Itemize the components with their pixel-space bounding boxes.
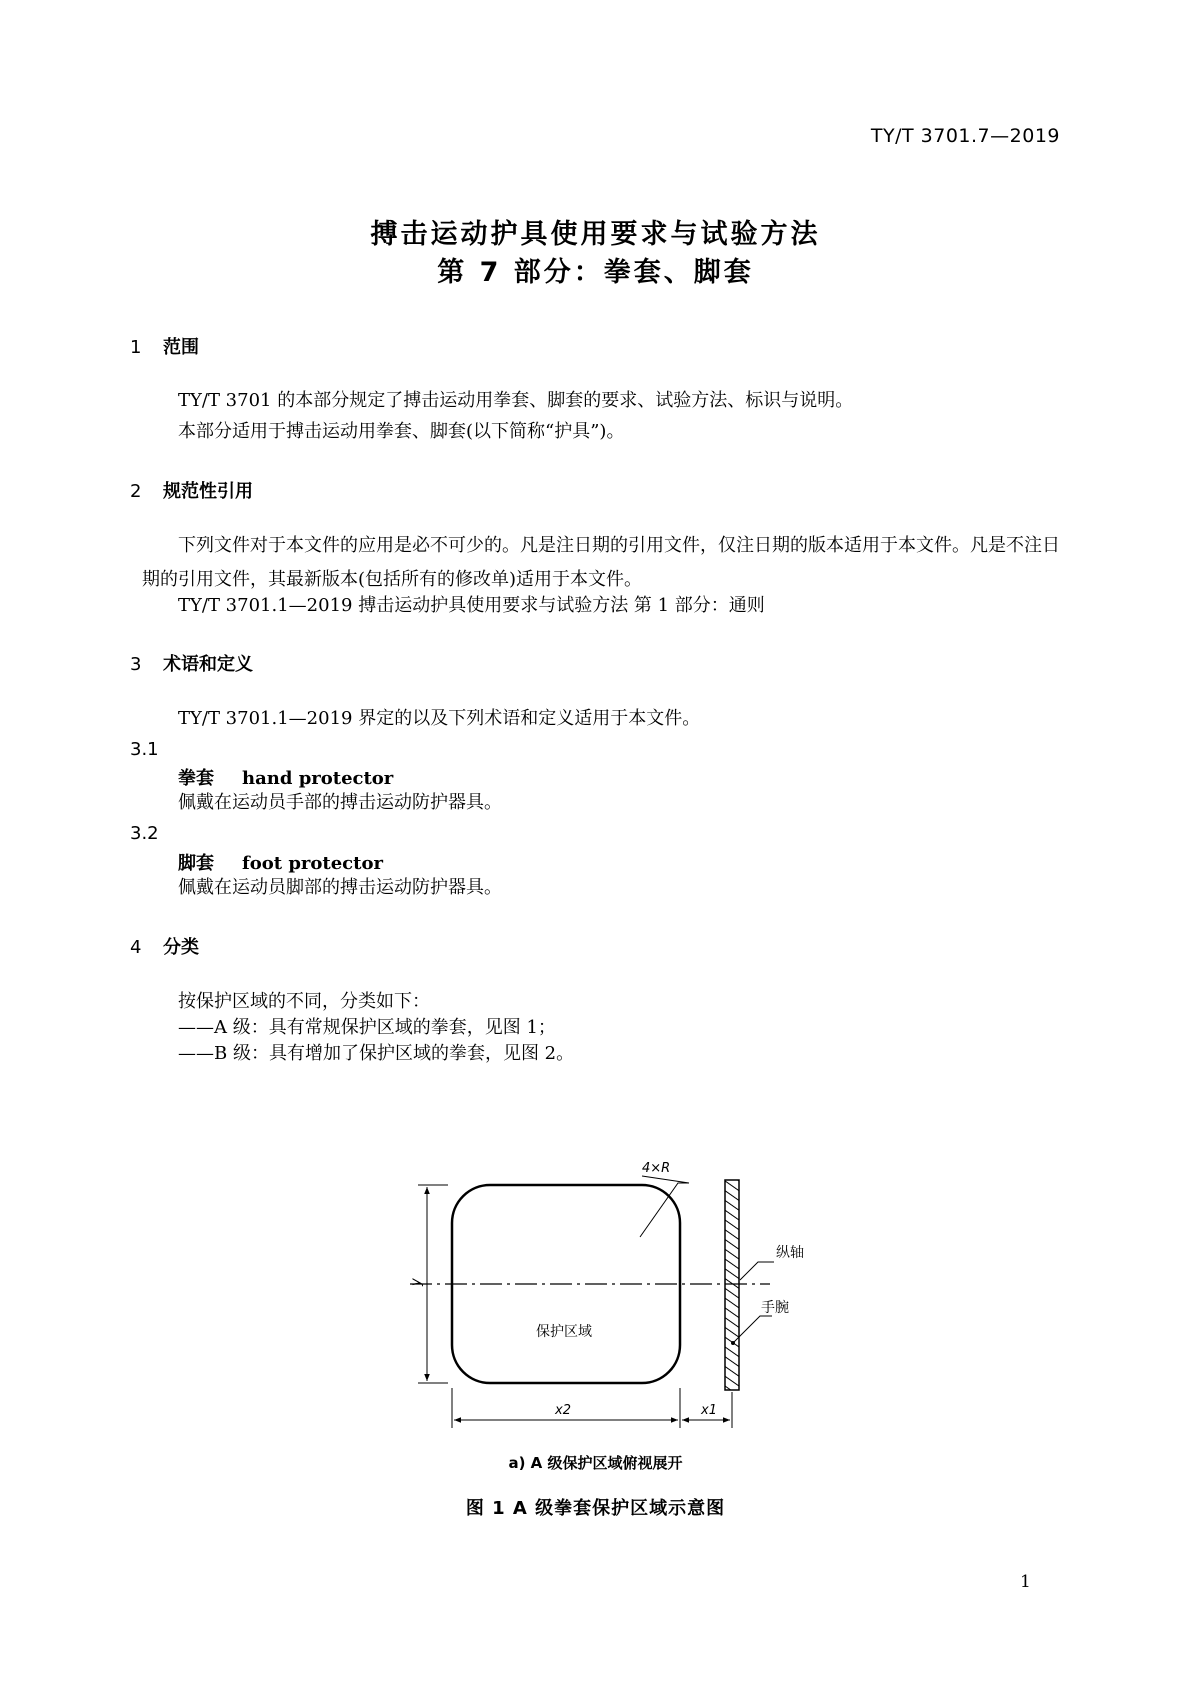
list-item: ——B 级：具有增加了保护区域的拳套，见图 2。 xyxy=(178,1043,575,1064)
term-english: hand protector xyxy=(242,768,394,789)
section-title: 分类 xyxy=(163,937,199,958)
page-number: 1 xyxy=(1020,1572,1031,1592)
term-chinese: 拳套 xyxy=(178,768,214,789)
figure-subcaption: a) A 级保护区域俯视展开 xyxy=(508,1454,683,1472)
radius-label: 4×R xyxy=(642,1161,671,1176)
section-title: 范围 xyxy=(163,337,199,358)
section-1-paragraph-1: TY/T 3701 的本部分规定了搏击运动用拳套、脚套的要求、试验方法、标识与说明。 xyxy=(178,390,854,411)
section-number: 1 xyxy=(130,337,142,358)
x1-label: x1 xyxy=(701,1403,717,1418)
document-title-line2: 第 7 部分：拳套、脚套 xyxy=(437,257,754,288)
axis-leader xyxy=(740,1262,774,1280)
term-definition: 佩戴在运动员脚部的搏击运动防护器具。 xyxy=(178,877,502,898)
section-title: 规范性引用 xyxy=(163,481,253,502)
section-1-paragraph-2: 本部分适用于搏击运动用拳套、脚套(以下简称“护具”)。 xyxy=(178,421,625,442)
section-2-reference: TY/T 3701.1—2019 搏击运动护具使用要求与试验方法 第 1 部分：通则 xyxy=(178,595,765,616)
axis-label: 纵轴 xyxy=(776,1245,804,1261)
document-title-line1: 搏击运动护具使用要求与试验方法 xyxy=(370,219,821,250)
wrist-label: 手腕 xyxy=(761,1300,789,1316)
standard-code: TY/T 3701.7—2019 xyxy=(870,125,1060,147)
list-item: ——A 级：具有常规保护区域的拳套，见图 1； xyxy=(178,1017,556,1038)
section-3-paragraph-1: TY/T 3701.1—2019 界定的以及下列术语和定义适用于本文件。 xyxy=(178,708,701,729)
section-2-paragraph-1: 下列文件对于本文件的应用是必不可少的。凡是注日期的引用文件，仅注日期的版本适用于本文件。凡是不注日期的引用文件，其最新版本(包括所有的修改单)适用于本文件。 xyxy=(142,535,1060,590)
section-number: 4 xyxy=(130,937,142,958)
term-number: 3.1 xyxy=(130,739,159,760)
y-label: y xyxy=(409,1278,424,1286)
section-title: 术语和定义 xyxy=(163,654,253,675)
wrist-hatch xyxy=(725,1180,739,1390)
section-number: 3 xyxy=(130,654,142,675)
figure-caption: 图 1 A 级拳套保护区域示意图 xyxy=(465,1498,726,1519)
term-number: 3.2 xyxy=(130,823,159,844)
term-english: foot protector xyxy=(242,853,383,874)
section-4-paragraph-1: 按保护区域的不同，分类如下： xyxy=(178,991,430,1012)
protection-area-label: 保护区域 xyxy=(536,1324,592,1340)
section-number: 2 xyxy=(130,481,142,502)
term-definition: 佩戴在运动员手部的搏击运动防护器具。 xyxy=(178,792,502,813)
term-chinese: 脚套 xyxy=(178,853,214,874)
x2-label: x2 xyxy=(555,1403,571,1418)
